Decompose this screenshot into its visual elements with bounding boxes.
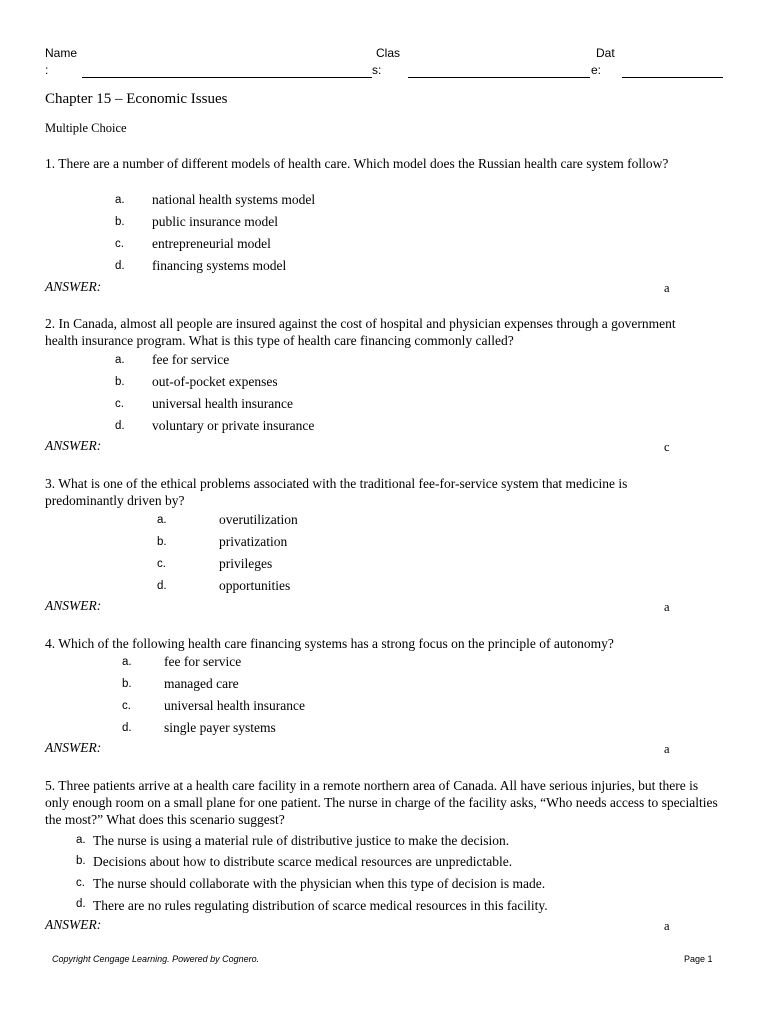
question-text: 5. Three patients arrive at a health care facility in a remote northern area of Canada. All have serious injuries, but there is only enough room on a small plane for one patient. The nurse in charge of the facility asks, “Who needs access to specialties the most?” What does this scenario suggest? — [45, 778, 718, 827]
option-letter: a. — [157, 514, 167, 526]
question-text: 1. There are a number of different models of health care. Which model does the Russian health care system follow? — [45, 156, 669, 171]
option-letter: a. — [122, 656, 132, 668]
answer-value: c — [664, 440, 670, 454]
class-suffix: s: — [372, 63, 382, 77]
option-text: single payer systems — [164, 720, 276, 735]
answer-label: ANSWER: — [45, 740, 102, 755]
option-text: There are no rules regulating distribution of scarce medical resources in this facility. — [93, 898, 548, 913]
question-text: 4. Which of the following health care financing systems has a strong focus on the principle of autonomy? — [45, 636, 614, 651]
option-letter: d. — [76, 898, 86, 910]
option-text: privileges — [219, 556, 273, 571]
option-text: out-of-pocket expenses — [152, 374, 278, 389]
option-letter: c. — [122, 700, 131, 712]
name-colon: : — [45, 63, 49, 77]
answer-label: ANSWER: — [45, 438, 102, 453]
option-text: entrepreneurial model — [152, 236, 271, 251]
chapter-title: Chapter 15 – Economic Issues — [45, 91, 228, 107]
name-line[interactable] — [82, 77, 372, 78]
option-letter: c. — [157, 558, 166, 570]
option-text: financing systems model — [152, 258, 287, 273]
option-text: fee for service — [152, 352, 230, 367]
option-letter: c. — [76, 877, 85, 889]
option-letter: b. — [122, 678, 132, 690]
option-text: opportunities — [219, 578, 291, 593]
option-text: Decisions about how to distribute scarce medical resources are unpredictable. — [93, 854, 513, 869]
option-letter: b. — [115, 376, 125, 388]
answer-value: a — [664, 742, 670, 756]
option-letter: a. — [115, 354, 125, 366]
option-letter: b. — [157, 536, 167, 548]
option-letter: d. — [122, 722, 132, 734]
page-number: Page 1 — [684, 954, 713, 964]
date-suffix: e: — [591, 63, 602, 77]
option-letter: a. — [115, 194, 125, 206]
option-text: universal health insurance — [164, 698, 305, 713]
answer-label: ANSWER: — [45, 598, 102, 613]
name-label: Name — [45, 46, 78, 60]
question-text: 3. What is one of the ethical problems associated with the traditional fee-for-service system that medicine is predominantly driven by? — [45, 476, 628, 508]
option-letter: a. — [76, 834, 86, 846]
date-line[interactable] — [622, 77, 723, 78]
option-text: managed care — [164, 676, 239, 691]
answer-value: a — [664, 600, 670, 614]
option-letter: d. — [157, 580, 167, 592]
answer-label: ANSWER: — [45, 917, 102, 932]
answer-value: a — [664, 919, 670, 933]
section-title: Multiple Choice — [45, 121, 127, 135]
option-letter: b. — [115, 216, 125, 228]
option-text: privatization — [219, 534, 288, 549]
option-letter: b. — [76, 855, 86, 867]
class-line[interactable] — [408, 77, 590, 78]
option-text: voluntary or private insurance — [152, 418, 315, 433]
date-label: Dat — [596, 46, 615, 60]
class-label: Clas — [376, 46, 401, 60]
option-letter: c. — [115, 398, 124, 410]
option-text: universal health insurance — [152, 396, 293, 411]
option-text: national health systems model — [152, 192, 316, 207]
answer-value: a — [664, 281, 670, 295]
question-text: 2. In Canada, almost all people are insured against the cost of hospital and physician expenses through a government health insurance program. What is this type of health care financing commonly called? — [45, 316, 676, 348]
option-letter: d. — [115, 260, 125, 272]
option-text: The nurse should collaborate with the physician when this type of decision is made. — [93, 876, 546, 891]
option-text: fee for service — [164, 654, 242, 669]
option-letter: d. — [115, 420, 125, 432]
option-letter: c. — [115, 238, 124, 250]
answer-label: ANSWER: — [45, 279, 102, 294]
option-text: public insurance model — [152, 214, 278, 229]
option-text: The nurse is using a material rule of distributive justice to make the decision. — [93, 833, 510, 848]
option-text: overutilization — [219, 512, 298, 527]
copyright-text: Copyright Cengage Learning. Powered by Cognero. — [52, 954, 260, 964]
